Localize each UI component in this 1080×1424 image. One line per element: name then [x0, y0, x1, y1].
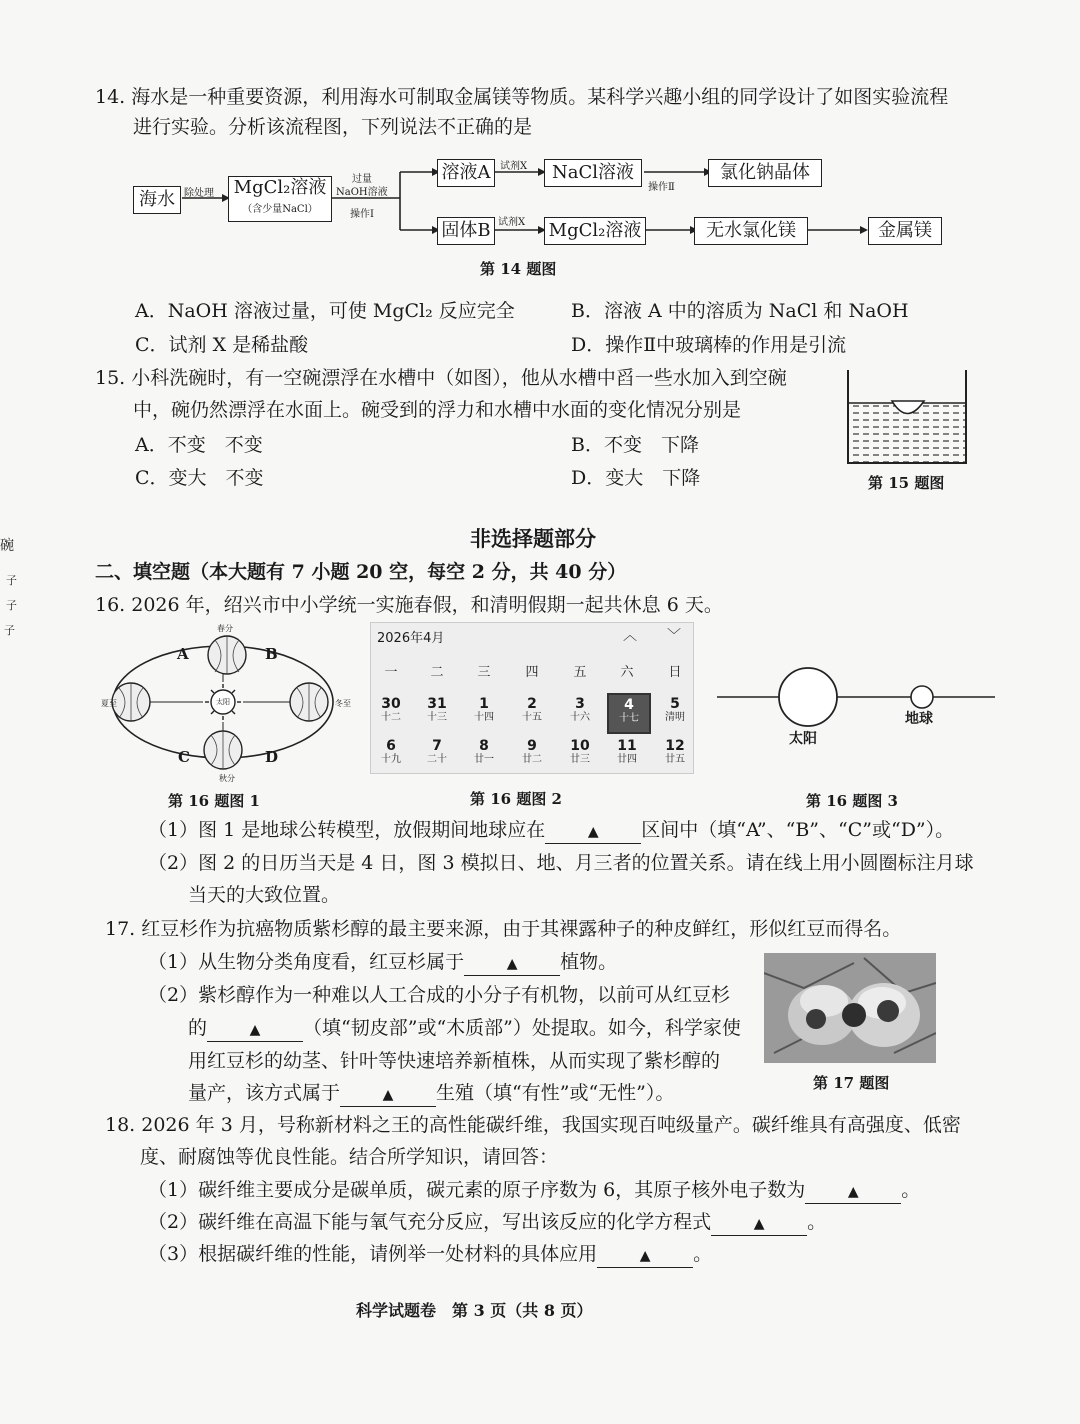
calendar-day-lunar: 廿五 — [665, 754, 685, 765]
q18-part2-end: 。 — [807, 1211, 827, 1233]
calendar-day-selected[interactable] — [607, 693, 651, 734]
flow-naoh-label2: NaOH溶液 — [336, 187, 388, 198]
calendar-day[interactable] — [512, 697, 552, 724]
calendar-day-number: 1 — [479, 696, 489, 712]
q14-option-c: C．试剂 X 是稀盐酸 — [135, 334, 309, 356]
q17-caption: 第 17 题图 — [813, 1074, 890, 1092]
flow-nacl: NaCl溶液 — [544, 159, 642, 187]
q17-part2-text-c: （填“韧皮部”或“木质部”）处提取。如今，科学家使 — [303, 1017, 741, 1039]
calendar-day-lunar: 清明 — [665, 712, 685, 723]
blank-marker: ▲ — [847, 1184, 859, 1200]
q16-sun-earth-figure[interactable] — [715, 660, 1000, 730]
calendar-day-lunar: 十四 — [474, 712, 494, 723]
answer-blank[interactable] — [545, 819, 641, 844]
calendar-weekday: 五 — [573, 665, 587, 680]
q15-option-a: A．不变 不变 — [135, 434, 263, 456]
q17-yew-photo — [764, 953, 936, 1063]
q17-part1 — [148, 947, 617, 977]
q16-caption-2: 第 16 题图 2 — [470, 790, 562, 808]
flow-pretreat-label: 除处理 — [184, 188, 214, 199]
answer-blank[interactable] — [597, 1243, 693, 1268]
q17-part1-text-b: 植物。 — [560, 951, 618, 973]
q14-option-d: D．操作Ⅱ中玻璃棒的作用是引流 — [571, 334, 847, 356]
orbit-label-d: D — [265, 748, 279, 766]
q18-part1-text: （1）碳纤维主要成分是碳单质，碳元素的原子序数为 6，其原子核外电子数为 — [148, 1179, 806, 1201]
calendar-weekday: 一 — [384, 665, 398, 680]
q17-part2-line3: 用红豆杉的幼茎、针叶等快速培养新植株，从而实现了紫杉醇的 — [188, 1050, 721, 1072]
calendar-title: 2026年4月 — [377, 631, 445, 646]
side-fragment: 子 — [6, 574, 17, 587]
calendar-day-number: 12 — [665, 738, 685, 754]
calendar-day-lunar: 十九 — [381, 754, 401, 765]
q14-stem-line1: 14. 海水是一种重要资源，利用海水可制取金属镁等物质。某科学兴趣小组的同学设计了如图实验流程 — [95, 86, 949, 108]
fig3-sun-label: 太阳 — [789, 731, 817, 747]
calendar-day[interactable] — [371, 697, 411, 724]
q18-part2 — [148, 1207, 826, 1237]
blank-marker: ▲ — [249, 1022, 261, 1038]
q15-stem-line2: 中，碗仍然漂浮在水面上。碗受到的浮力和水槽中水面的变化情况分别是 — [133, 399, 742, 421]
calendar-day-lunar: 廿二 — [522, 754, 542, 765]
flow-seawater: 海水 — [133, 186, 181, 214]
side-fragment: 子 — [6, 599, 17, 612]
calendar-day-lunar: 廿四 — [617, 754, 637, 765]
calendar-day[interactable] — [371, 739, 411, 766]
q16-part1 — [148, 815, 954, 845]
orbit-winter: 冬至 — [335, 699, 351, 708]
q16-part2-line1: （2）图 2 的日历当天是 4 日，图 3 模拟日、地、月三者的位置关系。请在线上用小圆圈标注月球 — [148, 852, 974, 874]
q18-part3-text: （3）根据碳纤维的性能，请例举一处材料的具体应用 — [148, 1243, 598, 1265]
flow-reagent-x-bottom: 试剂X — [498, 217, 526, 228]
answer-blank[interactable] — [711, 1211, 807, 1236]
q18-part2-text: （2）碳纤维在高温下能与氧气充分反应，写出该反应的化学方程式 — [148, 1211, 712, 1233]
flow-solid-b: 固体B — [437, 217, 495, 245]
flow-op1-label: 操作Ⅰ — [350, 209, 374, 220]
answer-blank[interactable] — [207, 1017, 303, 1042]
calendar-day-lunar: 廿三 — [570, 754, 590, 765]
side-fragment: 碗 — [0, 538, 14, 554]
calendar-day-number: 5 — [670, 696, 680, 712]
calendar-day-number: 2 — [527, 696, 537, 712]
q16-caption-3: 第 16 题图 3 — [806, 792, 898, 810]
q15-option-b: B．不变 下降 — [571, 434, 699, 456]
orbit-autumn: 秋分 — [219, 774, 235, 783]
q18-part3 — [148, 1239, 712, 1269]
q15-sink-figure — [842, 368, 972, 468]
flow-mgcl2: MgCl₂溶液 — [233, 177, 327, 198]
flow-mgcl2-sub: （含少量NaCl） — [242, 204, 318, 215]
q16-stem: 16. 2026 年，绍兴市中小学统一实施春假，和清明假期一起共休息 6 天。 — [95, 594, 723, 616]
q18-part3-end: 。 — [693, 1243, 713, 1265]
side-fragment: 子 — [4, 624, 15, 637]
q17-part2-text-b: 的 — [188, 1017, 208, 1039]
orbit-sun: 太阳 — [216, 698, 230, 706]
calendar-day-lunar: 十五 — [522, 712, 542, 723]
flow-op2-label: 操作Ⅱ — [648, 182, 675, 193]
calendar-day[interactable] — [464, 739, 504, 766]
q14-option-b: B．溶液 A 中的溶质为 NaCl 和 NaOH — [571, 300, 909, 322]
calendar-day[interactable] — [560, 739, 600, 766]
calendar-day[interactable] — [417, 739, 457, 766]
q17-part2-line4 — [188, 1078, 674, 1108]
calendar-day-number: 3 — [575, 696, 585, 712]
flow-mgcl2-box — [228, 176, 332, 222]
flow-naoh-label1: 过量 — [352, 174, 372, 185]
flow-crystal: 氯化钠晶体 — [708, 159, 822, 187]
orbit-label-a: A — [177, 645, 189, 663]
flow-anhydrous: 无水氯化镁 — [694, 217, 808, 245]
calendar-day[interactable] — [655, 697, 695, 724]
calendar-day-number: 9 — [527, 738, 537, 754]
flow-metal: 金属镁 — [868, 217, 942, 245]
calendar-weekday: 日 — [668, 665, 682, 680]
answer-blank[interactable] — [805, 1179, 901, 1204]
q18-stem-line1: 18. 2026 年 3 月，号称新材料之王的高性能碳纤维，我国实现百吨级量产。碳纤维具有高强度、低密 — [105, 1114, 961, 1136]
q16-calendar — [370, 622, 694, 774]
calendar-day[interactable] — [655, 739, 695, 766]
page-footer: 科学试题卷 第 3 页（共 8 页） — [356, 1301, 593, 1320]
orbit-label-b: B — [265, 645, 278, 663]
chevron-down-icon: ﹀ — [667, 628, 681, 644]
q15-stem-line1: 15. 小科洗碗时，有一空碗漂浮在水槽中（如图），他从水槽中舀一些水加入到空碗 — [95, 367, 787, 389]
blank-marker: ▲ — [587, 824, 599, 840]
answer-blank[interactable] — [464, 951, 560, 976]
q17-part2-line1: （2）紫杉醇作为一种难以人工合成的小分子有机物，以前可从红豆杉 — [148, 984, 731, 1006]
calendar-day[interactable] — [607, 739, 647, 766]
flow-reagent-x-top: 试剂X — [500, 161, 528, 172]
flow-mgcl2-b: MgCl₂溶液 — [544, 217, 646, 245]
calendar-day-number: 31 — [427, 696, 447, 712]
q17-part2-text-e: 量产，该方式属于 — [188, 1082, 341, 1104]
calendar-weekday: 三 — [477, 665, 491, 680]
q16-part1-text-b: 区间中（填“A”、“B”、“C”或“D”）。 — [641, 819, 955, 841]
q15-caption: 第 15 题图 — [868, 474, 945, 492]
q16-part1-text-a: （1）图 1 是地球公转模型，放假期间地球应在 — [148, 819, 546, 841]
q17-part2-line2 — [188, 1013, 741, 1043]
q14-caption: 第 14 题图 — [480, 260, 557, 278]
q14-option-a: A．NaOH 溶液过量，可使 MgCl₂ 反应完全 — [135, 300, 515, 322]
q16-caption-1: 第 16 题图 1 — [168, 792, 260, 810]
orbit-summer: 夏至 — [101, 699, 117, 708]
calendar-day[interactable] — [560, 697, 600, 724]
calendar-day-lunar: 廿一 — [474, 754, 494, 765]
chevron-up-icon: ︿ — [623, 628, 637, 644]
fig3-earth-label: 地球 — [905, 711, 933, 727]
calendar-weekday: 六 — [620, 665, 634, 680]
calendar-day[interactable] — [512, 739, 552, 766]
calendar-day-number: 6 — [386, 738, 396, 754]
calendar-day-number: 11 — [617, 738, 637, 754]
calendar-weekday: 二 — [430, 665, 444, 680]
calendar-day[interactable] — [464, 697, 504, 724]
orbit-spring: 春分 — [217, 624, 233, 633]
calendar-day-lunar: 十七 — [619, 713, 639, 724]
q14-stem-line2: 进行实验。分析该流程图，下列说法不正确的是 — [133, 116, 533, 138]
q17-part2-text-f: 生殖（填“有性”或“无性”）。 — [436, 1082, 675, 1104]
calendar-day[interactable] — [417, 697, 457, 724]
q15-option-c: C．变大 不变 — [135, 467, 264, 489]
q17-stem: 17. 红豆杉作为抗癌物质紫杉醇的最主要来源，由于其裸露种子的种皮鲜红，形似红豆而得名。 — [105, 918, 902, 940]
calendar-day-lunar: 十六 — [570, 712, 590, 723]
calendar-day-number: 7 — [432, 738, 442, 754]
q18-stem-line2: 度、耐腐蚀等优良性能。结合所学知识，请回答： — [140, 1146, 559, 1168]
q16-part2-line2: 当天的大致位置。 — [188, 884, 341, 906]
calendar-day-lunar: 十二 — [381, 712, 401, 723]
blank-marker: ▲ — [753, 1216, 765, 1232]
calendar-day-number: 8 — [479, 738, 489, 754]
q17-part1-text-a: （1）从生物分类角度看，红豆杉属于 — [148, 951, 465, 973]
blank-marker: ▲ — [506, 956, 518, 972]
calendar-day-lunar: 十三 — [427, 712, 447, 723]
calendar-day-number: 30 — [381, 696, 401, 712]
blank-marker: ▲ — [382, 1087, 394, 1103]
orbit-label-c: C — [178, 748, 190, 766]
calendar-day-lunar: 二十 — [427, 754, 447, 765]
calendar-day-number: 10 — [570, 738, 590, 754]
calendar-day-number: 4 — [624, 697, 634, 713]
q15-option-d: D．变大 下降 — [571, 467, 701, 489]
blank-marker: ▲ — [639, 1248, 651, 1264]
flow-solution-a: 溶液A — [437, 159, 495, 187]
q18-part1-end: 。 — [901, 1179, 921, 1201]
calendar-weekday: 四 — [525, 665, 539, 680]
q18-part1 — [148, 1175, 920, 1205]
section-title: 非选择题部分 — [470, 526, 596, 551]
section-two-heading: 二、填空题（本大题有 7 小题 20 空，每空 2 分，共 40 分） — [95, 561, 627, 583]
answer-blank[interactable] — [340, 1082, 436, 1107]
